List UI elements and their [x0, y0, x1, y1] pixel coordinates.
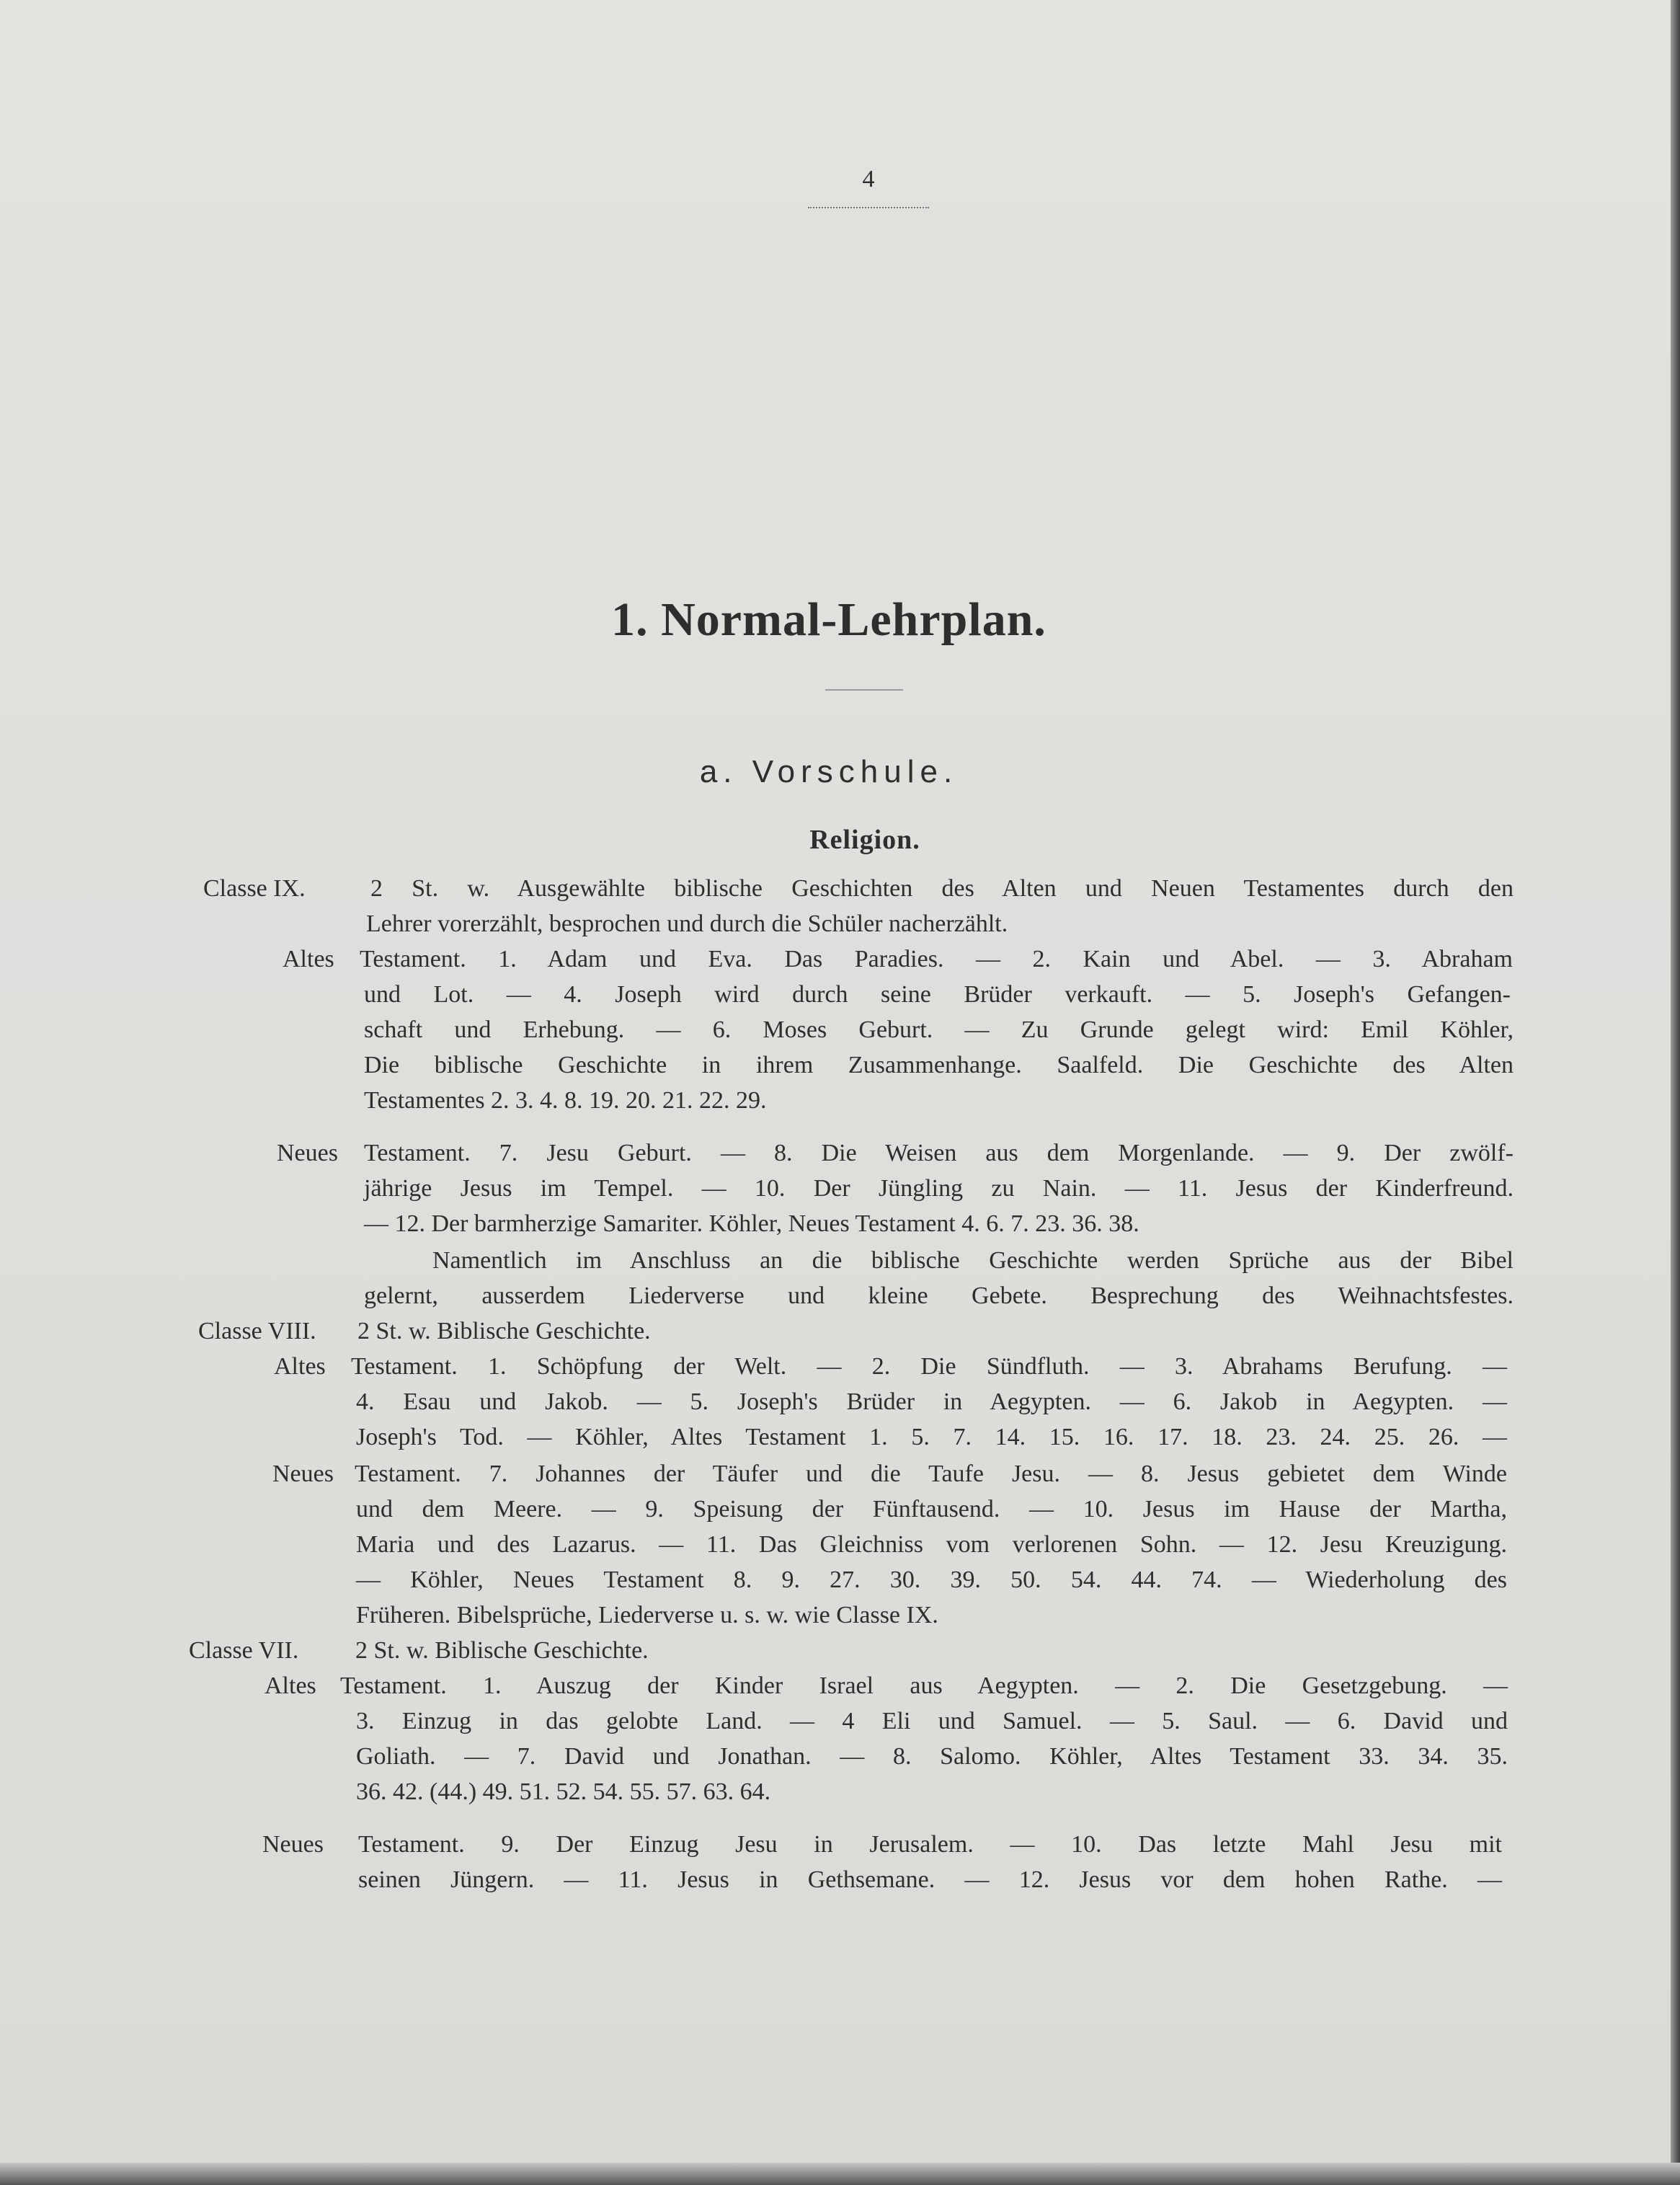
text-line: 2 St. w. Biblische Geschichte.: [357, 1318, 651, 1344]
text-line: 2 St. w. Ausgewählte biblische Geschichten des Alten und Neuen Testamentes durch den: [370, 875, 1514, 902]
text-line: 4. Esau und Jakob. — 5. Joseph's Brüder in Aegypten. — 6. Jakob in Aegypten. —: [356, 1388, 1507, 1415]
text-line: — Köhler, Neues Testament 8. 9. 27. 30. 39. 50. 54. 44. 74. — Wiederholung des: [356, 1566, 1507, 1593]
text-line: Testament. 9. Der Einzug Jesu in Jerusalem. — 10. Das letzte Mahl Jesu mit: [358, 1831, 1502, 1858]
class-label: Classe VII.: [189, 1637, 299, 1664]
subheading: a. Vorschule.: [699, 754, 959, 789]
text-line: — 12. Der barmherzige Samariter. Köhler, Neues Testament 4. 6. 7. 23. 36. 38.: [364, 1210, 1139, 1237]
text-line: seinen Jüngern. — 11. Jesus in Gethsemane. — 12. Jesus vor dem hohen Rathe. —: [358, 1866, 1502, 1893]
text-line: und Lot. — 4. Joseph wird durch seine Brüder verkauft. — 5. Joseph's Gefangen-: [364, 981, 1511, 1008]
text-line: 36. 42. (44.) 49. 51. 52. 54. 55. 57. 63. 64.: [356, 1778, 771, 1805]
text-line: Maria und des Lazarus. — 11. Das Gleichniss vom verlorenen Sohn. — 12. Jesu Kreuzigung.: [356, 1531, 1507, 1558]
text-line: Lehrer vorerzählt, besprochen und durch die Schüler nacherzählt.: [366, 910, 1008, 937]
section-label: Altes: [265, 1672, 316, 1699]
section-label: Neues: [277, 1140, 338, 1166]
text-line: jährige Jesus im Tempel. — 10. Der Jüngling zu Nain. — 11. Jesus der Kinderfreund.: [364, 1175, 1514, 1202]
text-line: Namentlich im Anschluss an die biblische Geschichte werden Sprüche aus der Bibel: [432, 1247, 1514, 1274]
page-edge-bottom: [0, 2163, 1680, 2185]
text-line: schaft und Erhebung. — 6. Moses Geburt. — Zu Grunde gelegt wird: Emil Köhler,: [364, 1016, 1514, 1043]
main-heading: 1. Normal-Lehrplan.: [611, 593, 1046, 646]
text-line: Testament. 7. Jesu Geburt. — 8. Die Weisen aus dem Morgenlande. — 9. Der zwölf-: [364, 1140, 1514, 1166]
text-line: Die biblische Geschichte in ihrem Zusammenhange. Saalfeld. Die Geschichte des Alten: [364, 1052, 1514, 1078]
section-label: Altes: [283, 946, 334, 972]
text-line: Testament. 7. Johannes der Täufer und die Taufe Jesu. — 8. Jesus gebietet dem Winde: [355, 1461, 1507, 1487]
text-line: Testament. 1. Adam und Eva. Das Paradies. — 2. Kain und Abel. — 3. Abraham: [360, 946, 1513, 972]
text-line: Goliath. — 7. David und Jonathan. — 8. Salomo. Köhler, Altes Testament 33. 34. 35.: [356, 1743, 1508, 1770]
page-number: 4: [862, 166, 875, 192]
text-line: Testamentes 2. 3. 4. 8. 19. 20. 21. 22. 29.: [364, 1087, 767, 1114]
section-label: Neues: [272, 1461, 334, 1487]
text-line: Testament. 1. Schöpfung der Welt. — 2. Die Sündfluth. — 3. Abrahams Berufung. —: [351, 1353, 1507, 1380]
class-label: Classe VIII.: [198, 1318, 316, 1344]
page-number-ornament: [808, 203, 929, 208]
text-line: Joseph's Tod. — Köhler, Altes Testament 1. 5. 7. 14. 15. 16. 17. 18. 23. 24. 25. 26. —: [356, 1424, 1507, 1450]
section-label: Neues: [262, 1831, 324, 1858]
class-label: Classe IX.: [203, 875, 306, 902]
text-line: Früheren. Bibelsprüche, Liederverse u. s. w. wie Classe IX.: [356, 1602, 938, 1628]
section-label: Altes: [274, 1353, 326, 1380]
text-line: 3. Einzug in das gelobte Land. — 4 Eli und Samuel. — 5. Saul. — 6. David und: [356, 1708, 1508, 1734]
text-line: 2 St. w. Biblische Geschichte.: [355, 1637, 649, 1664]
section-title: Religion.: [809, 825, 920, 855]
heading-rule: [825, 689, 903, 691]
text-line: Testament. 1. Auszug der Kinder Israel aus Aegypten. — 2. Die Gesetzgebung. —: [340, 1672, 1508, 1699]
page-edge-right: [1671, 0, 1680, 2185]
text-line: und dem Meere. — 9. Speisung der Fünftausend. — 10. Jesus im Hause der Martha,: [356, 1496, 1507, 1523]
text-line: gelernt, ausserdem Liederverse und kleine Gebete. Besprechung des Weihnachtsfestes.: [364, 1282, 1514, 1309]
